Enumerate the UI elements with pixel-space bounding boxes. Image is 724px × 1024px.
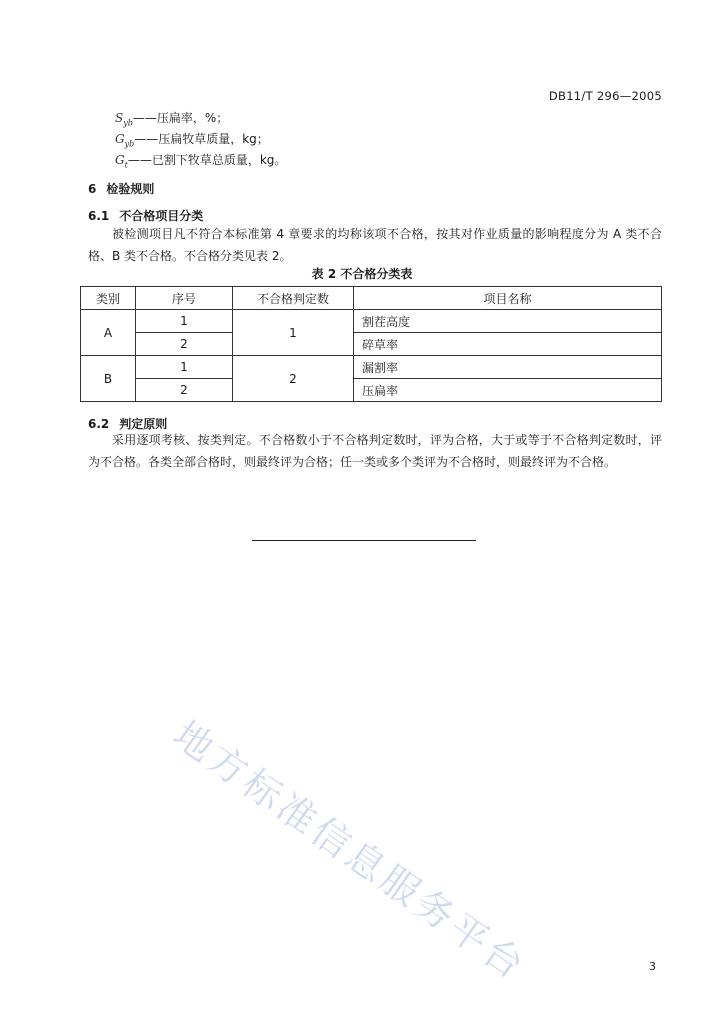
table-row bbox=[81, 333, 662, 356]
category-cell: B bbox=[81, 356, 136, 402]
definition-text: ——已割下牧草总质量，kg。 bbox=[127, 153, 287, 167]
end-rule bbox=[252, 540, 476, 541]
definition-text: ——压扁率，%； bbox=[132, 111, 229, 125]
section-6-1-heading bbox=[88, 207, 203, 224]
table-row bbox=[81, 379, 662, 402]
threshold-cell: 1 bbox=[233, 310, 354, 356]
item-cell: 碎草率 bbox=[354, 333, 662, 356]
document-code: DB11/T 296—2005 bbox=[548, 89, 662, 103]
category-cell: A bbox=[81, 310, 136, 356]
section-title: 判定原则 bbox=[119, 417, 168, 431]
header-category: 类别 bbox=[81, 287, 136, 310]
seq-cell: 1 bbox=[136, 356, 233, 379]
section-title: 不合格项目分类 bbox=[119, 209, 204, 223]
definition-text: ——压扁牧草质量，kg； bbox=[134, 132, 269, 146]
section-6-1-paragraph: 被检测项目凡不符合本标准第 4 章要求的均称该项不合格，按其对作业质量的影响程度分为 A 类不合格、B 类不合格。不合格分类见表 2。 bbox=[88, 227, 662, 263]
page-number: 3 bbox=[649, 960, 656, 973]
header-item: 项目名称 bbox=[354, 287, 662, 310]
item-cell: 漏割率 bbox=[354, 356, 662, 379]
table-row bbox=[81, 310, 662, 333]
seq-cell: 2 bbox=[136, 379, 233, 402]
definition-syb bbox=[115, 110, 228, 131]
table-title: 表 2 不合格分类表 bbox=[311, 267, 413, 281]
section-title: 检验规则 bbox=[106, 182, 155, 196]
header-seq: 序号 bbox=[136, 287, 233, 310]
symbol: $G_t$ bbox=[115, 153, 128, 170]
section-number: 6.2 bbox=[88, 417, 110, 431]
section-number: 6.1 bbox=[88, 209, 110, 223]
definition-gt bbox=[115, 152, 286, 173]
seq-cell: 2 bbox=[136, 333, 233, 356]
header-threshold: 不合格判定数 bbox=[233, 287, 354, 310]
threshold-cell: 2 bbox=[233, 356, 354, 402]
table-row bbox=[81, 356, 662, 379]
section-6-heading bbox=[88, 180, 154, 197]
section-6-2-paragraph: 采用逐项考核、按类判定。不合格数小于不合格判定数时，评为合格，大于或等于不合格判定数时，评为不合格。各类全部合格时，则最终评为合格；任一类或多个类评为不合格时，则最终评为不合格。 bbox=[88, 433, 662, 469]
item-cell: 割茬高度 bbox=[354, 310, 662, 333]
nonconformity-table bbox=[80, 286, 662, 402]
symbol: $S_{yb}$ bbox=[115, 111, 133, 128]
item-cell: 压扁率 bbox=[354, 379, 662, 402]
seq-cell: 1 bbox=[136, 310, 233, 333]
definition-gyb bbox=[115, 131, 269, 152]
section-number: 6 bbox=[88, 182, 97, 196]
table-header-row bbox=[81, 287, 662, 310]
symbol: $G_{yb}$ bbox=[115, 132, 135, 149]
watermark: 地方标准信息服务平台 bbox=[165, 712, 535, 990]
